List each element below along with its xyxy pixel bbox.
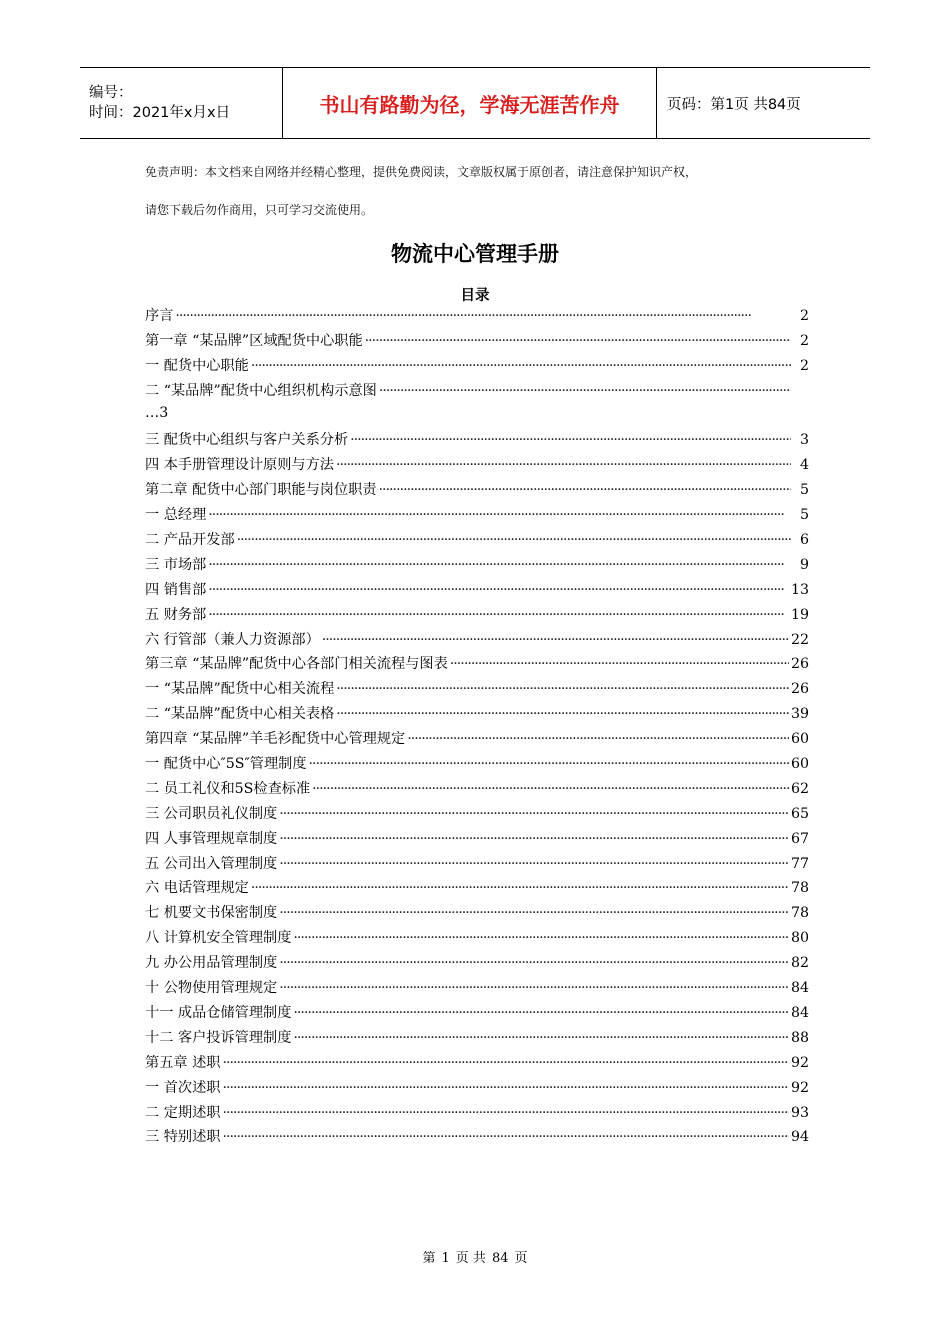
toc-entry-label: 四 人事管理规章制度 xyxy=(145,830,278,847)
toc-entry-label: 三 配货中心组织与客户关系分析 xyxy=(145,432,349,449)
toc-entry-page: 4 xyxy=(799,457,809,474)
toc-leader-dots xyxy=(208,582,789,598)
toc-entry[interactable] xyxy=(145,554,809,579)
page-info-text: 页码：第1页 共84页 xyxy=(667,96,801,113)
toc-title: 目录 xyxy=(460,288,490,304)
toc-entry-page: 88 xyxy=(790,1029,809,1046)
toc-entry[interactable] xyxy=(145,479,809,504)
toc-entry[interactable] xyxy=(145,977,809,1002)
toc-entry-wrapped-page: …3 xyxy=(145,404,169,421)
document-number-label: 编号： xyxy=(89,85,133,101)
toc-entry-label: 五 财务部 xyxy=(145,606,207,623)
disclaimer-line-2: 请您下载后勿作商用，只可学习交流使用。 xyxy=(145,203,374,217)
toc-entry[interactable] xyxy=(145,504,809,529)
toc-entry-page: 26 xyxy=(790,656,809,673)
toc-entry-page: 5 xyxy=(799,507,809,524)
toc-entry[interactable] xyxy=(145,853,809,878)
footer-mid: 页 共 xyxy=(455,1251,486,1266)
toc-entry-page: 2 xyxy=(799,332,809,349)
toc-entry[interactable] xyxy=(145,952,809,977)
toc-entry-page: 19 xyxy=(790,606,809,623)
toc-leader-dots xyxy=(336,457,791,473)
toc-entry[interactable] xyxy=(145,877,809,902)
toc-entry-page: 3 xyxy=(799,432,809,449)
toc-entry-page: 92 xyxy=(790,1079,809,1096)
toc-leader-dots xyxy=(279,831,789,847)
page-footer xyxy=(0,1247,950,1266)
toc-entry-label: 四 销售部 xyxy=(145,581,207,598)
toc-leader-dots xyxy=(208,507,791,523)
toc-leader-dots xyxy=(279,955,789,971)
toc-entry-page: 78 xyxy=(790,905,809,922)
toc-leader-dots xyxy=(293,1005,789,1021)
toc-entry-page: 77 xyxy=(790,855,809,872)
footer-page-number: 1 xyxy=(441,1251,450,1266)
toc-entry-page: 2 xyxy=(799,308,809,324)
toc-entry-label: 第一章 “某品牌”区域配货中心职能 xyxy=(145,332,363,349)
toc-entry-label: 十一 成品仓储管理制度 xyxy=(145,1004,292,1021)
toc-entry-page: 93 xyxy=(790,1104,809,1121)
toc-entry-page: 94 xyxy=(790,1129,809,1146)
toc-entry-page: 5 xyxy=(799,482,809,499)
toc-entry-label: 二 产品开发部 xyxy=(145,532,235,549)
toc-leader-dots xyxy=(379,482,791,498)
toc-entry-label: 一 总经理 xyxy=(145,507,207,524)
toc-entry-page: 65 xyxy=(790,805,809,822)
toc-entry[interactable] xyxy=(145,803,809,828)
motto-text: 书山有路勤为径，学海无涯苦作舟 xyxy=(319,92,620,117)
toc-leader-dots xyxy=(350,432,791,448)
toc-leader-dots xyxy=(175,308,791,324)
toc-entry-label: 九 办公用品管理制度 xyxy=(145,955,278,972)
toc-entry-label: 第二章 配货中心部门职能与岗位职责 xyxy=(145,482,377,499)
toc-leader-dots xyxy=(293,930,789,946)
toc-leader-dots xyxy=(237,532,791,548)
toc-entry-page: 60 xyxy=(790,731,809,748)
page-header xyxy=(80,67,870,139)
toc-leader-dots xyxy=(450,656,789,672)
toc-entry[interactable] xyxy=(145,927,809,952)
toc-entry-page: 84 xyxy=(790,1004,809,1021)
toc-entry[interactable] xyxy=(145,1002,809,1027)
toc-entry-page: 60 xyxy=(790,756,809,773)
document-title: 物流中心管理手册 xyxy=(391,242,559,266)
toc-entry-label: 一 配货中心职能 xyxy=(145,357,249,374)
toc-entry-page: 78 xyxy=(790,880,809,897)
toc-entry-label: 三 市场部 xyxy=(145,556,207,573)
footer-suffix: 页 xyxy=(514,1251,528,1266)
toc-entry[interactable] xyxy=(145,579,809,604)
toc-entry-label: 二 “某品牌”配货中心相关表格 xyxy=(145,706,335,723)
toc-entry[interactable] xyxy=(145,828,809,853)
toc-entry-label: 二 定期述职 xyxy=(145,1104,221,1121)
toc-entry-label: 二 员工礼仪和5S检查标准 xyxy=(145,780,311,797)
toc-entry-label: 一 配货中心″5S″管理制度 xyxy=(145,756,307,773)
toc-entry-page: 26 xyxy=(790,681,809,698)
toc-leader-dots xyxy=(312,781,789,797)
toc-entry[interactable] xyxy=(145,305,809,330)
disclaimer-line-1: 免责声明：本文档来自网络并经精心整理，提供免费阅读，文章版权属于原创者，请注意保护知识产权， xyxy=(145,165,698,179)
toc-leader-dots xyxy=(336,681,789,697)
toc-entry-label: 四 本手册管理设计原则与方法 xyxy=(145,457,334,474)
footer-prefix: 第 xyxy=(422,1251,436,1266)
toc-entry[interactable] xyxy=(145,678,809,703)
toc-leader-dots xyxy=(222,1080,788,1096)
toc-entry[interactable] xyxy=(145,629,809,654)
toc-entry-page: 80 xyxy=(790,930,809,947)
toc-entry[interactable] xyxy=(145,902,809,927)
toc-entry-label: 十 公物使用管理规定 xyxy=(145,980,278,997)
toc-leader-dots xyxy=(251,358,791,374)
header-page-info xyxy=(657,68,870,138)
toc-entry[interactable] xyxy=(145,429,809,454)
toc-entry-page: 2 xyxy=(799,357,809,374)
toc-entry[interactable] xyxy=(145,1126,809,1151)
toc-entry-page: 6 xyxy=(799,532,809,549)
toc-leader-dots xyxy=(222,1129,788,1145)
toc-leader-dots xyxy=(222,1055,788,1071)
toc-leader-dots xyxy=(279,905,789,921)
toc-entry-label: 十二 客户投诉管理制度 xyxy=(145,1029,292,1046)
toc-entry[interactable] xyxy=(145,529,809,554)
toc-entry-page: 82 xyxy=(790,955,809,972)
header-meta xyxy=(80,68,283,138)
toc-entry-label: 六 电话管理规定 xyxy=(145,880,249,897)
toc-entry[interactable] xyxy=(145,703,809,728)
toc-entry-label: 三 特别述职 xyxy=(145,1129,221,1146)
toc-leader-dots xyxy=(407,731,789,747)
toc-leader-dots xyxy=(279,980,789,996)
toc-entry-label: 二 “某品牌”配货中心组织机构示意图 xyxy=(145,382,377,399)
toc-entry-label: 三 公司职员礼仪制度 xyxy=(145,805,278,822)
footer-total-pages: 84 xyxy=(491,1251,509,1266)
toc-entry-label: 第五章 述职 xyxy=(145,1054,221,1071)
header-motto xyxy=(283,68,657,138)
toc-entry[interactable] xyxy=(145,355,809,380)
table-of-contents xyxy=(145,305,809,1151)
toc-entry-label: 一 “某品牌”配货中心相关流程 xyxy=(145,681,335,698)
toc-entry[interactable] xyxy=(145,1077,809,1102)
toc-leader-dots xyxy=(251,880,789,896)
toc-leader-dots xyxy=(336,706,789,722)
toc-entry[interactable] xyxy=(145,1027,809,1052)
toc-leader-dots xyxy=(293,1030,789,1046)
toc-leader-dots xyxy=(208,557,791,573)
toc-leader-dots xyxy=(379,383,791,399)
toc-entry-label: 五 公司出入管理制度 xyxy=(145,855,278,872)
toc-leader-dots xyxy=(365,333,791,349)
toc-entry[interactable] xyxy=(145,778,809,803)
toc-entry-page: 92 xyxy=(790,1054,809,1071)
toc-leader-dots xyxy=(208,607,789,623)
toc-entry-page: 13 xyxy=(790,581,809,598)
toc-entry[interactable] xyxy=(145,1052,809,1077)
toc-entry-label: 六 行管部（兼人力资源部） xyxy=(145,631,320,648)
toc-entry-label: 第四章 “某品牌”羊毛衫配货中心管理规定 xyxy=(145,731,406,748)
toc-leader-dots xyxy=(279,806,789,822)
toc-entry-label: 第三章 “某品牌”配货中心各部门相关流程与图表 xyxy=(145,656,448,673)
toc-leader-dots xyxy=(279,856,789,872)
toc-leader-dots xyxy=(309,756,789,772)
toc-entry-page: 9 xyxy=(799,556,809,573)
toc-entry-page: 22 xyxy=(790,631,809,648)
toc-entry-label: 八 计算机安全管理制度 xyxy=(145,930,292,947)
toc-entry[interactable] xyxy=(145,330,809,355)
toc-leader-dots xyxy=(322,632,789,648)
toc-leader-dots xyxy=(222,1105,788,1121)
toc-entry-label: 一 首次述职 xyxy=(145,1079,221,1096)
toc-entry[interactable] xyxy=(145,753,809,778)
toc-entry-page: 84 xyxy=(790,980,809,997)
toc-entry-page: 62 xyxy=(790,780,809,797)
toc-entry[interactable] xyxy=(145,604,809,629)
toc-entry[interactable] xyxy=(145,728,809,753)
toc-entry-label: 序言 xyxy=(145,308,174,324)
toc-entry[interactable] xyxy=(145,380,809,405)
toc-entry[interactable] xyxy=(145,1102,809,1127)
toc-entry-page: 67 xyxy=(790,830,809,847)
toc-entry[interactable] xyxy=(145,653,809,678)
document-time-label: 时间：2021年x月x日 xyxy=(89,105,231,121)
toc-entry-page: 39 xyxy=(790,706,809,723)
toc-entry[interactable] xyxy=(145,454,809,479)
toc-entry-label: 七 机要文书保密制度 xyxy=(145,905,278,922)
